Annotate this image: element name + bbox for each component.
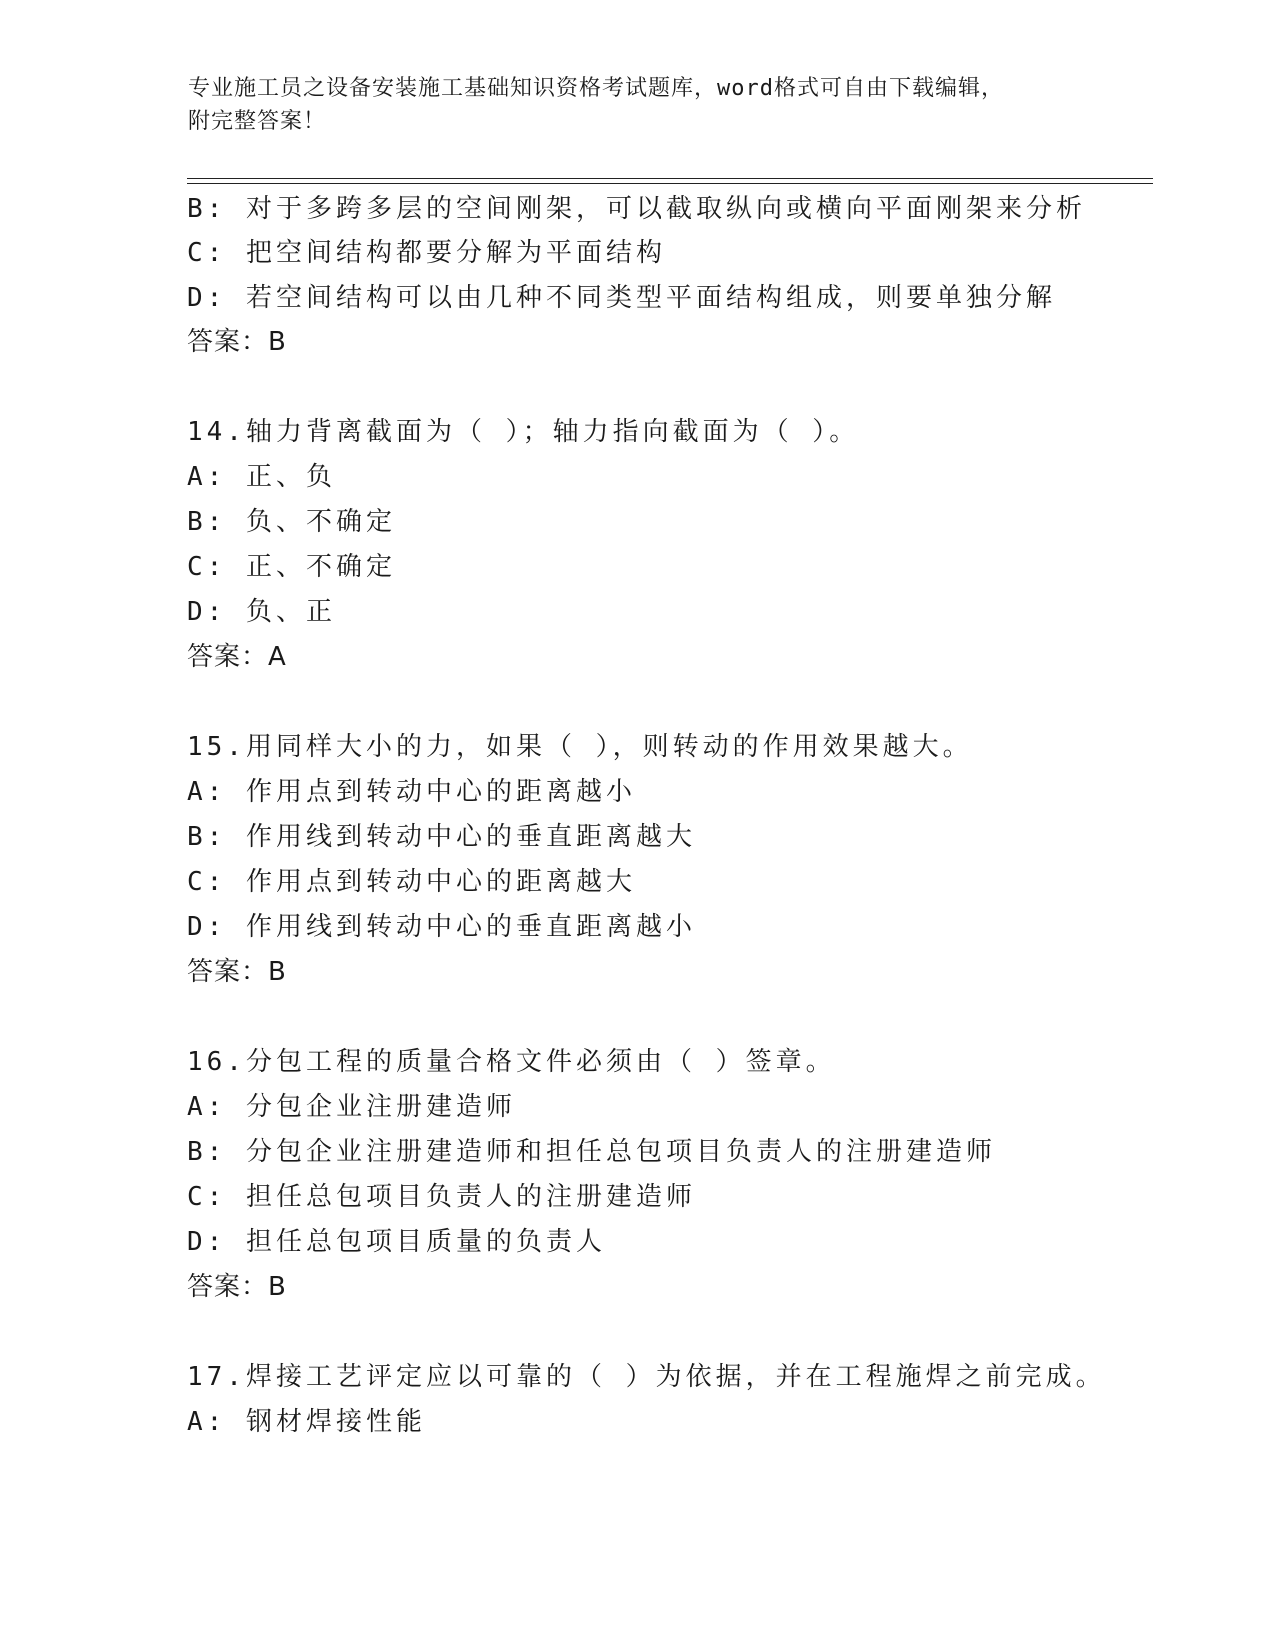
header-line-1: 专业施工员之设备安装施工基础知识资格考试题库，word格式可自由下载编辑， (188, 76, 1004, 101)
q15-option-b: B: 作用线到转动中心的垂直距离越大 (187, 822, 696, 852)
q16-option-c: C: 担任总包项目负责人的注册建造师 (187, 1182, 696, 1212)
q14-option-d: D: 负、正 (187, 597, 336, 627)
q13-option-b: B: 对于多跨多层的空间刚架，可以截取纵向或横向平面刚架来分析 (187, 194, 1086, 224)
q17-option-a: A: 钢材焊接性能 (187, 1407, 426, 1437)
q14-answer: 答案：A (187, 642, 287, 672)
q15-answer: 答案：B (187, 957, 287, 987)
q14-stem: 14.轴力背离截面为（ ）；轴力指向截面为（ ）。 (187, 417, 860, 447)
q13-answer: 答案：B (187, 327, 287, 357)
header-divider-bottom (187, 183, 1153, 184)
q16-option-d: D: 担任总包项目质量的负责人 (187, 1227, 606, 1257)
q15-option-c: C: 作用点到转动中心的距离越大 (187, 867, 636, 897)
header-line-2: 附完整答案！ (188, 109, 327, 134)
q14-option-a: A: 正、负 (187, 462, 336, 492)
q16-option-b: B: 分包企业注册建造师和担任总包项目负责人的注册建造师 (187, 1137, 996, 1167)
document-header (188, 72, 1148, 138)
q17-stem: 17.焊接工艺评定应以可靠的（ ）为依据，并在工程施焊之前完成。 (187, 1362, 1106, 1392)
q16-stem: 16.分包工程的质量合格文件必须由（ ）签章。 (187, 1047, 836, 1077)
q13-option-c: C: 把空间结构都要分解为平面结构 (187, 238, 666, 268)
q14-option-b: B: 负、不确定 (187, 507, 396, 537)
q15-option-a: A: 作用点到转动中心的距离越小 (187, 777, 636, 807)
q16-option-a: A: 分包企业注册建造师 (187, 1092, 516, 1122)
header-divider-top (187, 178, 1153, 179)
q16-answer: 答案：B (187, 1272, 287, 1302)
q15-option-d: D: 作用线到转动中心的垂直距离越小 (187, 912, 696, 942)
q15-stem: 15.用同样大小的力，如果（ ），则转动的作用效果越大。 (187, 732, 973, 762)
q14-option-c: C: 正、不确定 (187, 552, 396, 582)
q13-option-d: D: 若空间结构可以由几种不同类型平面结构组成，则要单独分解 (187, 283, 1056, 313)
